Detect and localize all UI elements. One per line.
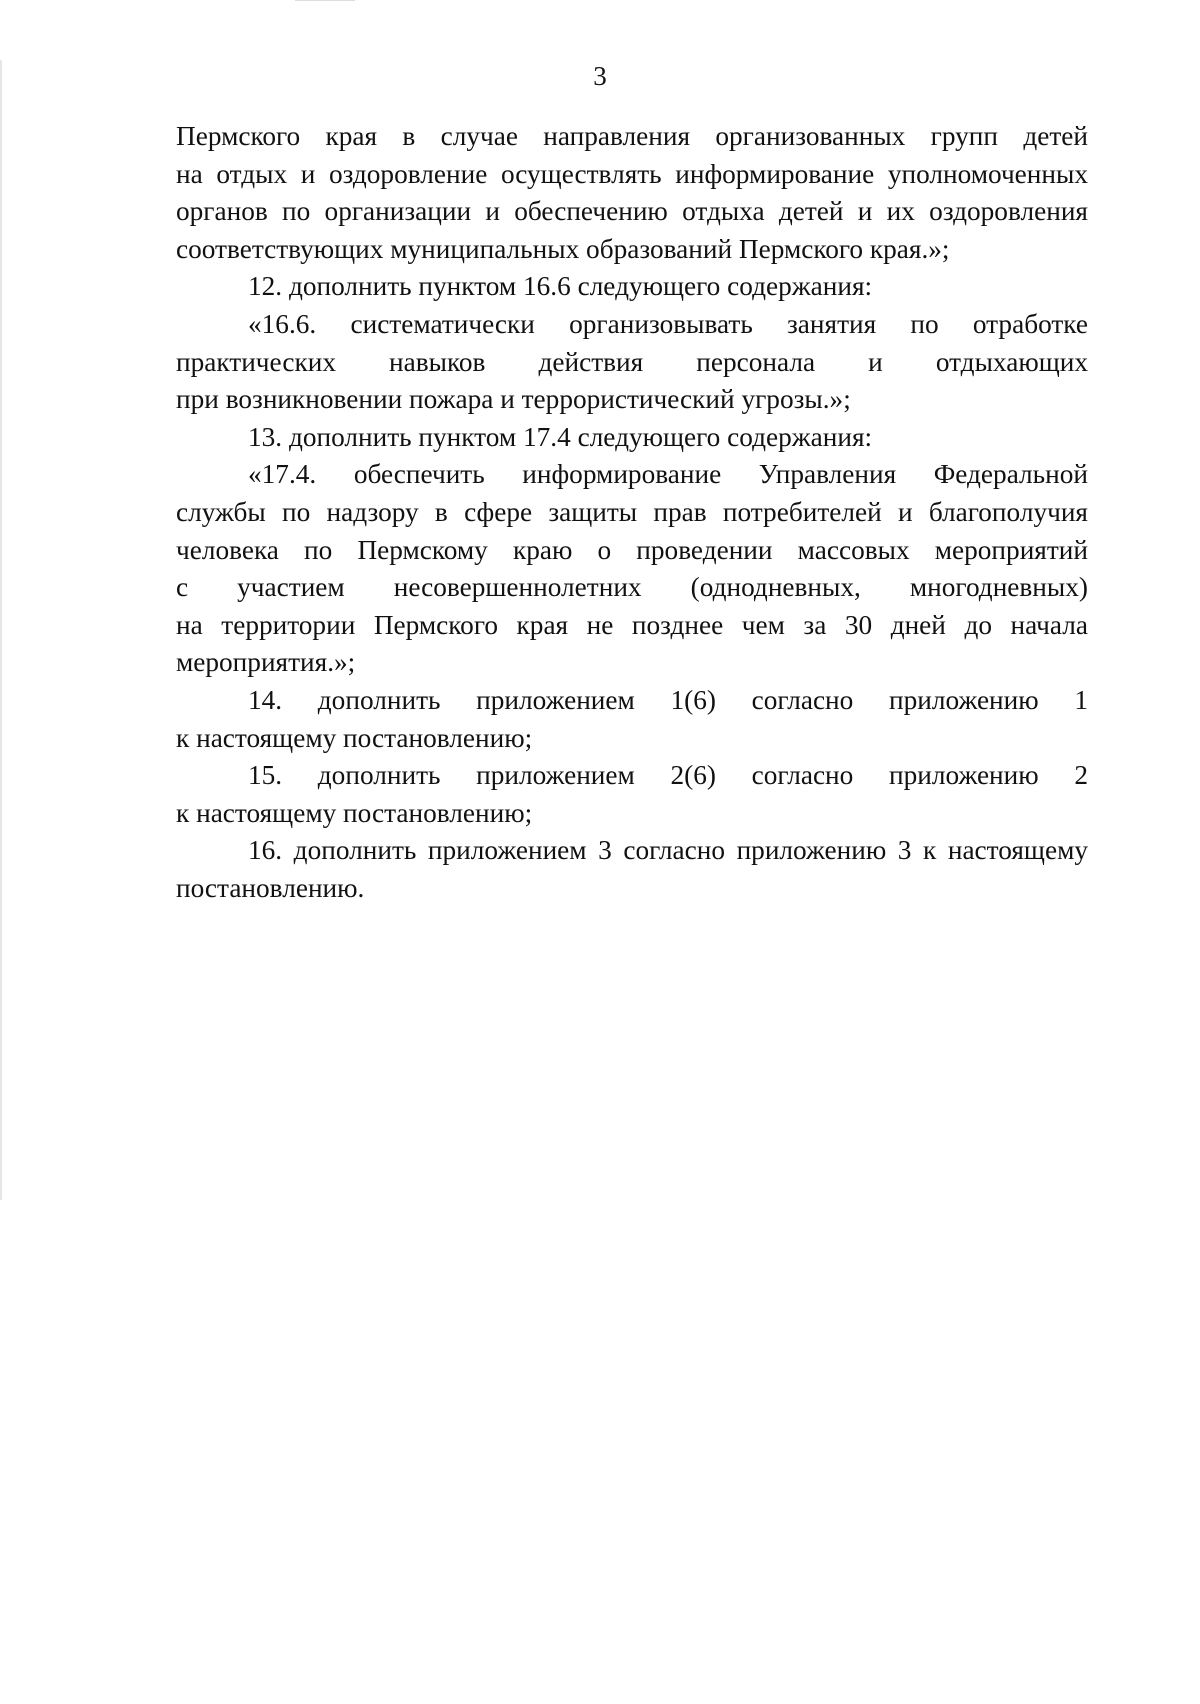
paragraph-continuation [176,118,1088,268]
paragraph-item-13 [176,419,1088,457]
text-line: на отдых и оздоровление осуществлять информирование уполномоченных [176,158,1088,189]
paragraph-item-14 [176,682,1088,757]
paragraph-quote-17-4 [176,456,1088,682]
text-line: при возникновении пожара и террористический угрозы.»; [176,384,851,415]
text-line: «17.4. обеспечить информирование Управления Федеральной [248,459,1088,490]
text-line: на территории Пермского края не позднее чем за 30 дней до начала [176,609,1088,640]
text-line: 15. дополнить приложением 2(6) согласно приложению 2 [248,760,1088,791]
text-line: с участием несовершеннолетних (однодневных, многодневных) [176,572,1088,603]
text-line: мероприятия.»; [176,647,356,678]
text-line: соответствующих муниципальных образований Пермского края.»; [176,233,950,264]
text-line: постановлению. [176,872,365,903]
paragraph-item-15 [176,757,1088,832]
text-line: органов по организации и обеспечению отдыха детей и их оздоровления [176,196,1088,227]
document-body [176,118,1088,907]
paragraph-item-16 [176,832,1088,907]
text-line: 16. дополнить приложением 3 согласно приложению 3 к настоящему [248,835,1088,866]
scan-edge-mark [0,60,2,1200]
text-line: к настоящему постановлению; [176,797,533,828]
text-line: практических навыков действия персонала и отдыхающих [176,346,1088,377]
text-line: «16.6. систематически организовывать занятия по отработке [248,308,1088,339]
text-line: службы по надзору в сфере защиты прав потребителей и благополучия [176,496,1088,527]
page-number: 3 [593,61,607,91]
text-line: Пермского края в случае направления организованных групп детей [176,121,1088,151]
scan-top-mark [295,0,355,1]
text-line: человека по Пермскому краю о проведении массовых мероприятий [176,534,1088,565]
text-line: к настоящему постановлению; [176,722,533,753]
paragraph-quote-16-6 [176,306,1088,419]
text-line: 14. дополнить приложением 1(6) согласно приложению 1 [248,684,1088,715]
text-line: 13. дополнить пунктом 17.4 следующего содержания: [248,421,873,452]
text-line: 12. дополнить пунктом 16.6 следующего содержания: [248,271,873,302]
paragraph-item-12 [176,268,1088,306]
